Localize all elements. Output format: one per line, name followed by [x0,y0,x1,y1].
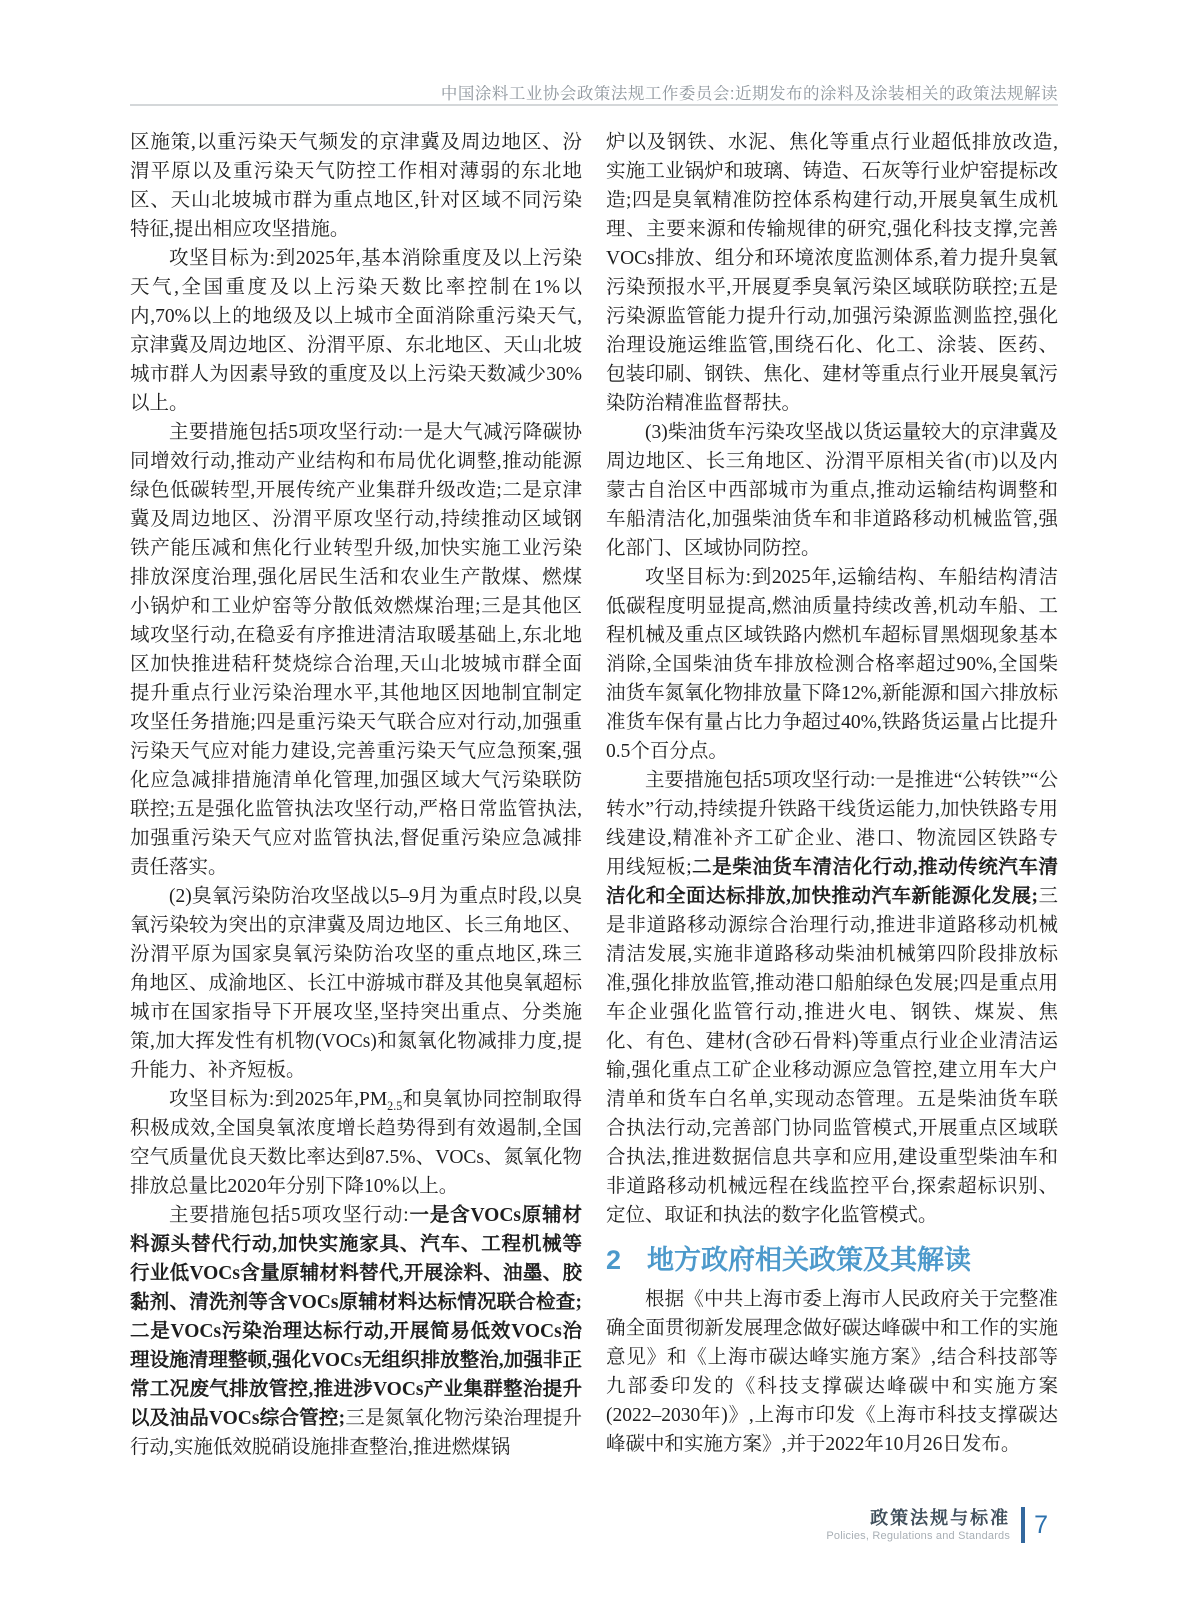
left-column [130,128,582,1462]
paragraph [606,1285,1058,1459]
text-run: 攻坚目标为:到2025年,PM [169,1089,388,1110]
subscript-run: 2.5 [387,1098,403,1113]
footer-titles [826,1508,1010,1543]
text-run: (2)臭氧污染防治攻坚战以5–9月为重点时段,以臭氧污染较为突出的京津冀及周边地区、长三角地区、汾渭平原为国家臭氧污染防治攻坚的重点地区,珠三角地区、成渝地区、长江中游城市群及其他臭氧超标城市在国家指导下开展攻坚,坚持突出重点、分类施策,加大挥发性有机物(VOCs)和氮氧化物减排力度,提升能力、补齐短板。 [130,886,582,1081]
bold-text-run: 二是柴油货车清洁化行动,推动传统汽车清洁化和全面达标排放,加快推动汽车新能源化发展; [606,857,1058,907]
footer [826,1507,1048,1543]
section-title: 地方政府相关政策及其解读 [647,1245,972,1275]
text-run: 攻坚目标为:到2025年,基本消除重度及以上污染天气,全国重度及以上污染天数比率控制在1%以内,70%以上的地级及以上城市全面消除重污染天气,京津冀及周边地区、汾渭平原、东北地区、天山北坡城市群人为因素导致的重度及以上污染天数减少30%以上。 [130,248,582,414]
text-run: 根据《中共上海市委上海市人民政府关于完整准确全面贯彻新发展理念做好碳达峰碳中和工作的实施意见》和《上海市碳达峰实施方案》,结合科技部等九部委印发的《科技支撑碳达峰碳中和实施方案(2022–2030年)》,上海市印发《上海市科技支撑碳达峰碳中和实施方案》,并于2022年10月26日发布。 [606,1289,1058,1456]
text-run: 主要措施包括5项攻坚行动:一是大气减污降碳协同增效行动,推动产业结构和布局优化调整,推动能源绿色低碳转型,开展传统产业集群升级改造;二是京津冀及周边地区、汾渭平原攻坚行动,持续推动区域钢铁产能压减和焦化行业转型升级,加快实施工业污染排放深度治理,强化居民生活和农业生产散煤、燃煤小锅炉和工业炉窑等分散低效燃煤治理;三是其他区域攻坚行动,在稳妥有序推进清洁取暖基础上,东北地区加快推进秸秆焚烧综合治理,天山北坡城市群全面提升重点行业污染治理水平,其他地区因地制宜制定攻坚任务措施;四是重污染天气联合应对行动,加强重污染天气应对能力建设,完善重污染天气应急预案,强化应急减排措施清单化管理,加强区域大气污染联防联控;五是强化监管执法攻坚行动,严格日常监管执法,加强重污染天气应对监管执法,督促重污染应急减排责任落实。 [130,422,582,878]
section-heading [606,1243,1058,1278]
paragraph [130,418,582,882]
section-number: 2 [606,1245,622,1275]
paragraph [606,128,1058,418]
right-column [606,128,1058,1459]
paragraph [130,244,582,418]
text-run: 三是非道路移动源综合治理行动,推进非道路移动机械清洁发展,实施非道路移动柴油机械第四阶段排放标准,强化排放监管,推动港口船舶绿色发展;四是重点用车企业强化监管行动,推进火电、钢铁、煤炭、焦化、有色、建材(含砂石骨料)等重点行业企业清洁运输,强化重点工矿企业移动源应急管控,建立用车大户清单和货车白名单,实现动态管理。五是柴油货车联合执法行动,完善部门协同监管模式,开展重点区域联合执法,推进数据信息共享和应用,建设重型柴油车和非道路移动机械远程在线监控平台,探索超标识别、定位、取证和执法的数字化监管模式。 [606,886,1058,1226]
text-run: 攻坚目标为:到2025年,运输结构、车船结构清洁低碳程度明显提高,燃油质量持续改善,机动车船、工程机械及重点区域铁路内燃机车超标冒黑烟现象基本消除,全国柴油货车排放检测合格率超过90%,全国柴油货车氮氧化物排放量下降12%,新能源和国六排放标准货车保有量占比力争超过40%,铁路货运量占比提升0.5个百分点。 [606,567,1058,762]
text-run: 主要措施包括5项攻坚行动:一是推进“公转铁”“公转水”行动,持续提升铁路干线货运能力,加快铁路专用线建设,精准补齐工矿企业、港口、物流园区铁路专用线短板; [606,770,1058,878]
paragraph [130,1085,582,1201]
paragraph [130,1201,582,1462]
paragraph [606,766,1058,1230]
text-run: 区施策,以重污染天气频发的京津冀及周边地区、汾渭平原以及重污染天气防控工作相对薄弱的东北地区、天山北坡城市群为重点地区,针对区域不同污染特征,提出相应攻坚措施。 [130,132,582,240]
footer-divider [1021,1507,1025,1543]
text-run: 三是氮氧化物污染治理提升行动,实施低效脱硝设施排查整治,推进燃煤锅 [130,1408,582,1458]
paragraph [130,128,582,244]
running-header: 中国涂料工业协会政策法规工作委员会:近期发布的涂料及涂装相关的政策法规解读 [440,85,1058,103]
paragraph [130,882,582,1085]
text-run: 和臭氧协同控制取得积极成效,全国臭氧浓度增长趋势得到有效遏制,全国空气质量优良天数比率达到87.5%、VOCs、氮氧化物排放总量比2020年分别下降10%以上。 [130,1089,582,1197]
bold-text-run: 一是含VOCs原辅材料源头替代行动,加快实施家具、汽车、工程机械等行业低VOCs含量原辅材料替代,开展涂料、油墨、胶黏剂、清洗剂等含VOCs原辅材料达标情况联合检查;二是VOCs污染治理达标行动,开展简易低效VOCs治理设施清理整顿,强化VOCs无组织排放整治,加强非正常工况废气排放管控,推进涉VOCs产业集群整治提升以及油品VOCs综合管控; [130,1205,583,1429]
text-run: 主要措施包括5项攻坚行动: [169,1205,409,1226]
text-run: 炉以及钢铁、水泥、焦化等重点行业超低排放改造,实施工业锅炉和玻璃、铸造、石灰等行业炉窑提标改造;四是臭氧精准防控体系构建行动,开展臭氧生成机理、主要来源和传输规律的研究,强化科技支撑,完善VOCs排放、组分和环境浓度监测体系,着力提升臭氧污染预报水平,开展夏季臭氧污染区域联防联控;五是污染源监管能力提升行动,加强污染源监测监控,强化治理设施运维监管,围绕石化、化工、涂装、医药、包装印刷、钢铁、焦化、建材等重点行业开展臭氧污染防治精准监督帮扶。 [606,132,1058,414]
page-number: 7 [1034,1510,1048,1539]
header-rule [130,104,1058,106]
paragraph [606,418,1058,563]
paragraph [606,563,1058,766]
text-run: (3)柴油货车污染攻坚战以货运量较大的京津冀及周边地区、长三角地区、汾渭平原相关省(市)以及内蒙古自治区中西部城市为重点,推动运输结构调整和车船清洁化,加强柴油货车和非道路移动机械监管,强化部门、区域协同防控。 [606,422,1058,559]
footer-title-zh: 政策法规与标准 [870,1507,1011,1528]
footer-title-en: Policies, Regulations and Standards [826,1530,1011,1543]
